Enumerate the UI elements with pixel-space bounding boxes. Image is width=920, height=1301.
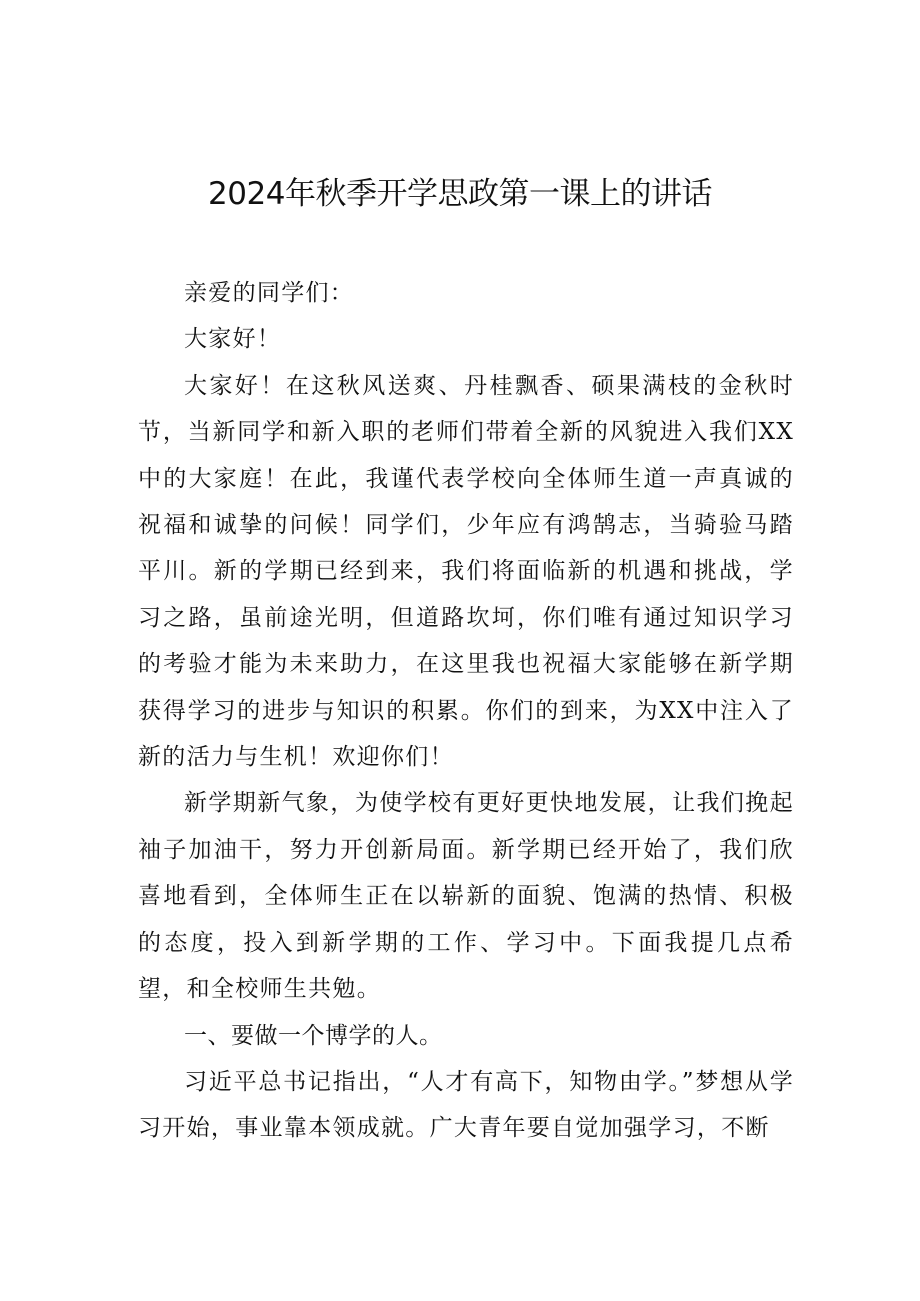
document-body xyxy=(138,270,794,1152)
salutation: 亲爱的同学们： xyxy=(184,280,355,306)
paragraph-new-semester: 新学期新气象，为使学校有更好更快地发展，让我们挽起袖子加油干，努力开创新局面。新学期已经开始了，我们欣喜地看到，全体师生正在以崭新的面貌、饱满的热情、积极的态度，投入到新学期的工作、学习中。下面我提几点希望，和全校师生共勉。 xyxy=(138,790,794,1003)
paragraph-section-one: 习近平总书记指出，“人才有高下，知物由学。”梦想从学习开始，事业靠本领成就。广大青年要自觉加强学习，不断 xyxy=(138,1068,794,1142)
greeting: 大家好！ xyxy=(184,326,282,353)
section-heading: 一、要做一个博学的人。 xyxy=(184,1022,443,1049)
document-title: 2024年秋季开学思政第一课上的讲话 xyxy=(208,176,712,212)
paragraph-welcome: 大家好！在这秋风送爽、丹桂飘香、硕果满枝的金秋时节，当新同学和新入职的老师们带着全新的风貌进入我们XX中的大家庭！在此，我谨代表学校向全体师生道一声真诚的祝福和诚挚的问候！同学们，少年应有鸿鹄志，当骑验马踏平川。新的学期已经到来，我们将面临新的机遇和挑战，学习之路，虽前途光明，但道路坎坷，你们唯有通过知识学习的考验才能为未来助力，在这里我也祝福大家能够在新学期获得学习的进步与知识的积累。你们的到来，为XX中注入了新的活力与生机！欢迎你们！ xyxy=(138,372,794,771)
